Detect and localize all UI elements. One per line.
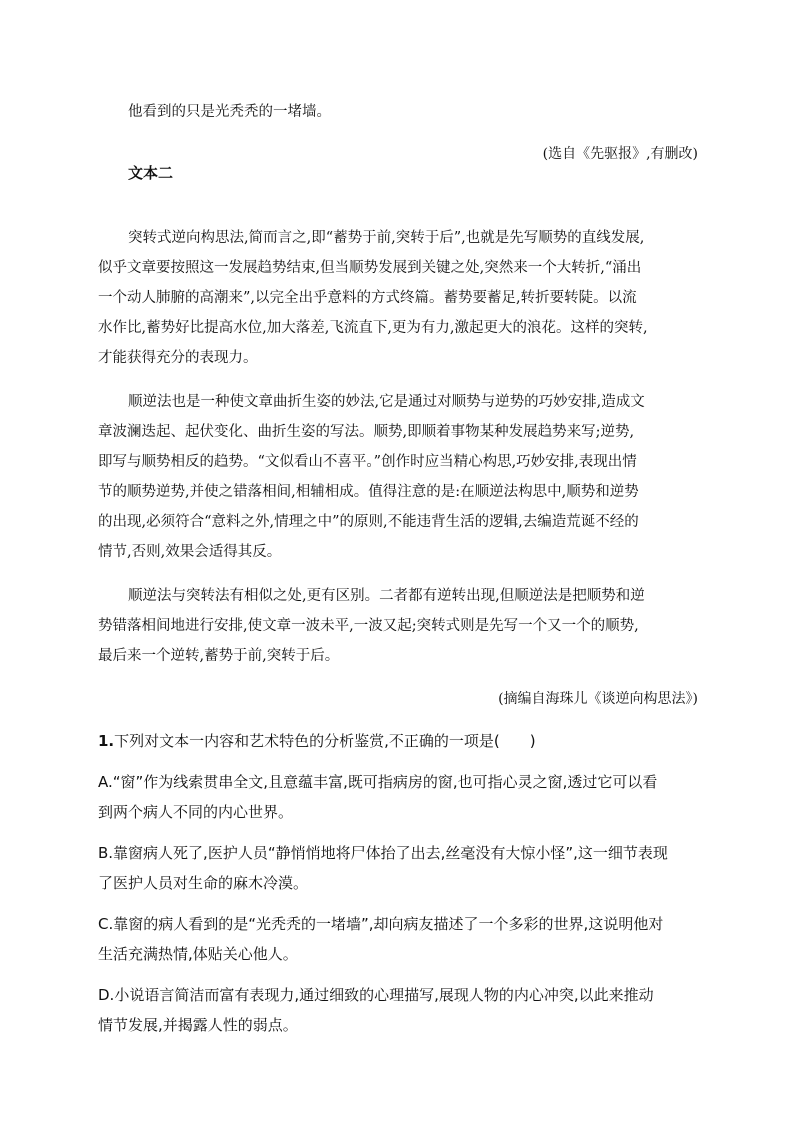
para1-line: 才能获得充分的表现力。 xyxy=(98,350,258,366)
para1-line: 突转式逆向构思法,简而言之,即“蓄势于前,突转于后”,也就是先写顺势的直线发展, xyxy=(128,230,645,246)
para3-line: 势错落相间地进行安排,使文章一波未平,一波又起;突转式则是先写一个又一个的顺势, xyxy=(98,618,639,634)
para3-line: 顺逆法与突转法有相似之处,更有区别。二者都有逆转出现,但顺逆法是把顺势和逆 xyxy=(128,588,645,604)
option-d-line[interactable]: D.小说语言简洁而富有表现力,通过细致的心理描写,展现人物的内心冲突,以此来推动 xyxy=(98,986,654,1004)
para1-line: 一个动人肺腑的高潮来”,以完全出乎意料的方式终篇。蓄势要蓄足,转折要转陡。以流 xyxy=(98,290,637,306)
para1-line: 似乎文章要按照这一发展趋势结束,但当顺势发展到关键之处,突然来一个大转折,“涌出 xyxy=(98,260,642,276)
option-b-line[interactable]: B.靠窗病人死了,医护人员“静悄悄地将尸体抬了出去,丝毫没有大惊小怪”,这一细节表现 xyxy=(98,844,668,862)
para1-line: 水作比,蓄势好比提高水位,加大落差,飞流直下,更为有力,激起更大的浪花。这样的突转, xyxy=(98,320,648,336)
para2-line: 顺逆法也是一种使文章曲折生姿的妙法,它是通过对顺势与逆势的巧妙安排,造成文 xyxy=(128,394,645,410)
source-citation-1: (选自《先驱报》,有删改) xyxy=(542,146,698,162)
option-b-line[interactable]: 了医护人员对生命的麻木冷漠。 xyxy=(98,874,309,892)
para2-line: 章波澜迭起、起伏变化、曲折生姿的写法。顺势,即顺着事物某种发展趋势来写;逆势, xyxy=(98,424,635,440)
option-a-line[interactable]: A.“窗”作为线索贯串全文,且意蕴丰富,既可指病房的窗,也可指心灵之窗,透过它可以看 xyxy=(98,773,658,791)
question-text: 下列对文本一内容和艺术特色的分析鉴赏,不正确的一项是( ) xyxy=(114,732,536,750)
question-number: 1. xyxy=(98,732,115,750)
source-citation-2: (摘编自海珠儿《谈逆向构思法》) xyxy=(498,691,698,707)
option-c-line[interactable]: 生活充满热情,体贴关心他人。 xyxy=(98,945,298,963)
option-d-line[interactable]: 情节发展,并揭露人性的弱点。 xyxy=(98,1016,298,1034)
para2-line: 情节,否则,效果会适得其反。 xyxy=(98,544,282,560)
question-stem xyxy=(98,731,704,751)
option-c-line[interactable]: C.靠窗的病人看到的是“光秃秃的一堵墙”,却向病友描述了一个多彩的世界,这说明他对 xyxy=(98,915,664,933)
text1-last-line: 他看到的只是光秃秃的一堵墙。 xyxy=(128,104,331,120)
para2-line: 即写与顺势相反的趋势。“文似看山不喜平。”创作时应当精心构思,巧妙安排,表现出情 xyxy=(98,454,637,470)
para3-line: 最后来一个逆转,蓄势于前,突转于后。 xyxy=(98,648,340,664)
section-heading-text2: 文本二 xyxy=(128,164,174,182)
option-a-line[interactable]: 到两个病人不同的内心世界。 xyxy=(98,803,294,821)
para2-line: 的出现,必须符合“意料之外,情理之中”的原则,不能违背生活的逻辑,去编造荒诞不经的 xyxy=(98,514,639,530)
para2-line: 节的顺势逆势,并使之错落相间,相辅相成。值得注意的是:在顺逆法构思中,顺势和逆势 xyxy=(98,484,639,500)
